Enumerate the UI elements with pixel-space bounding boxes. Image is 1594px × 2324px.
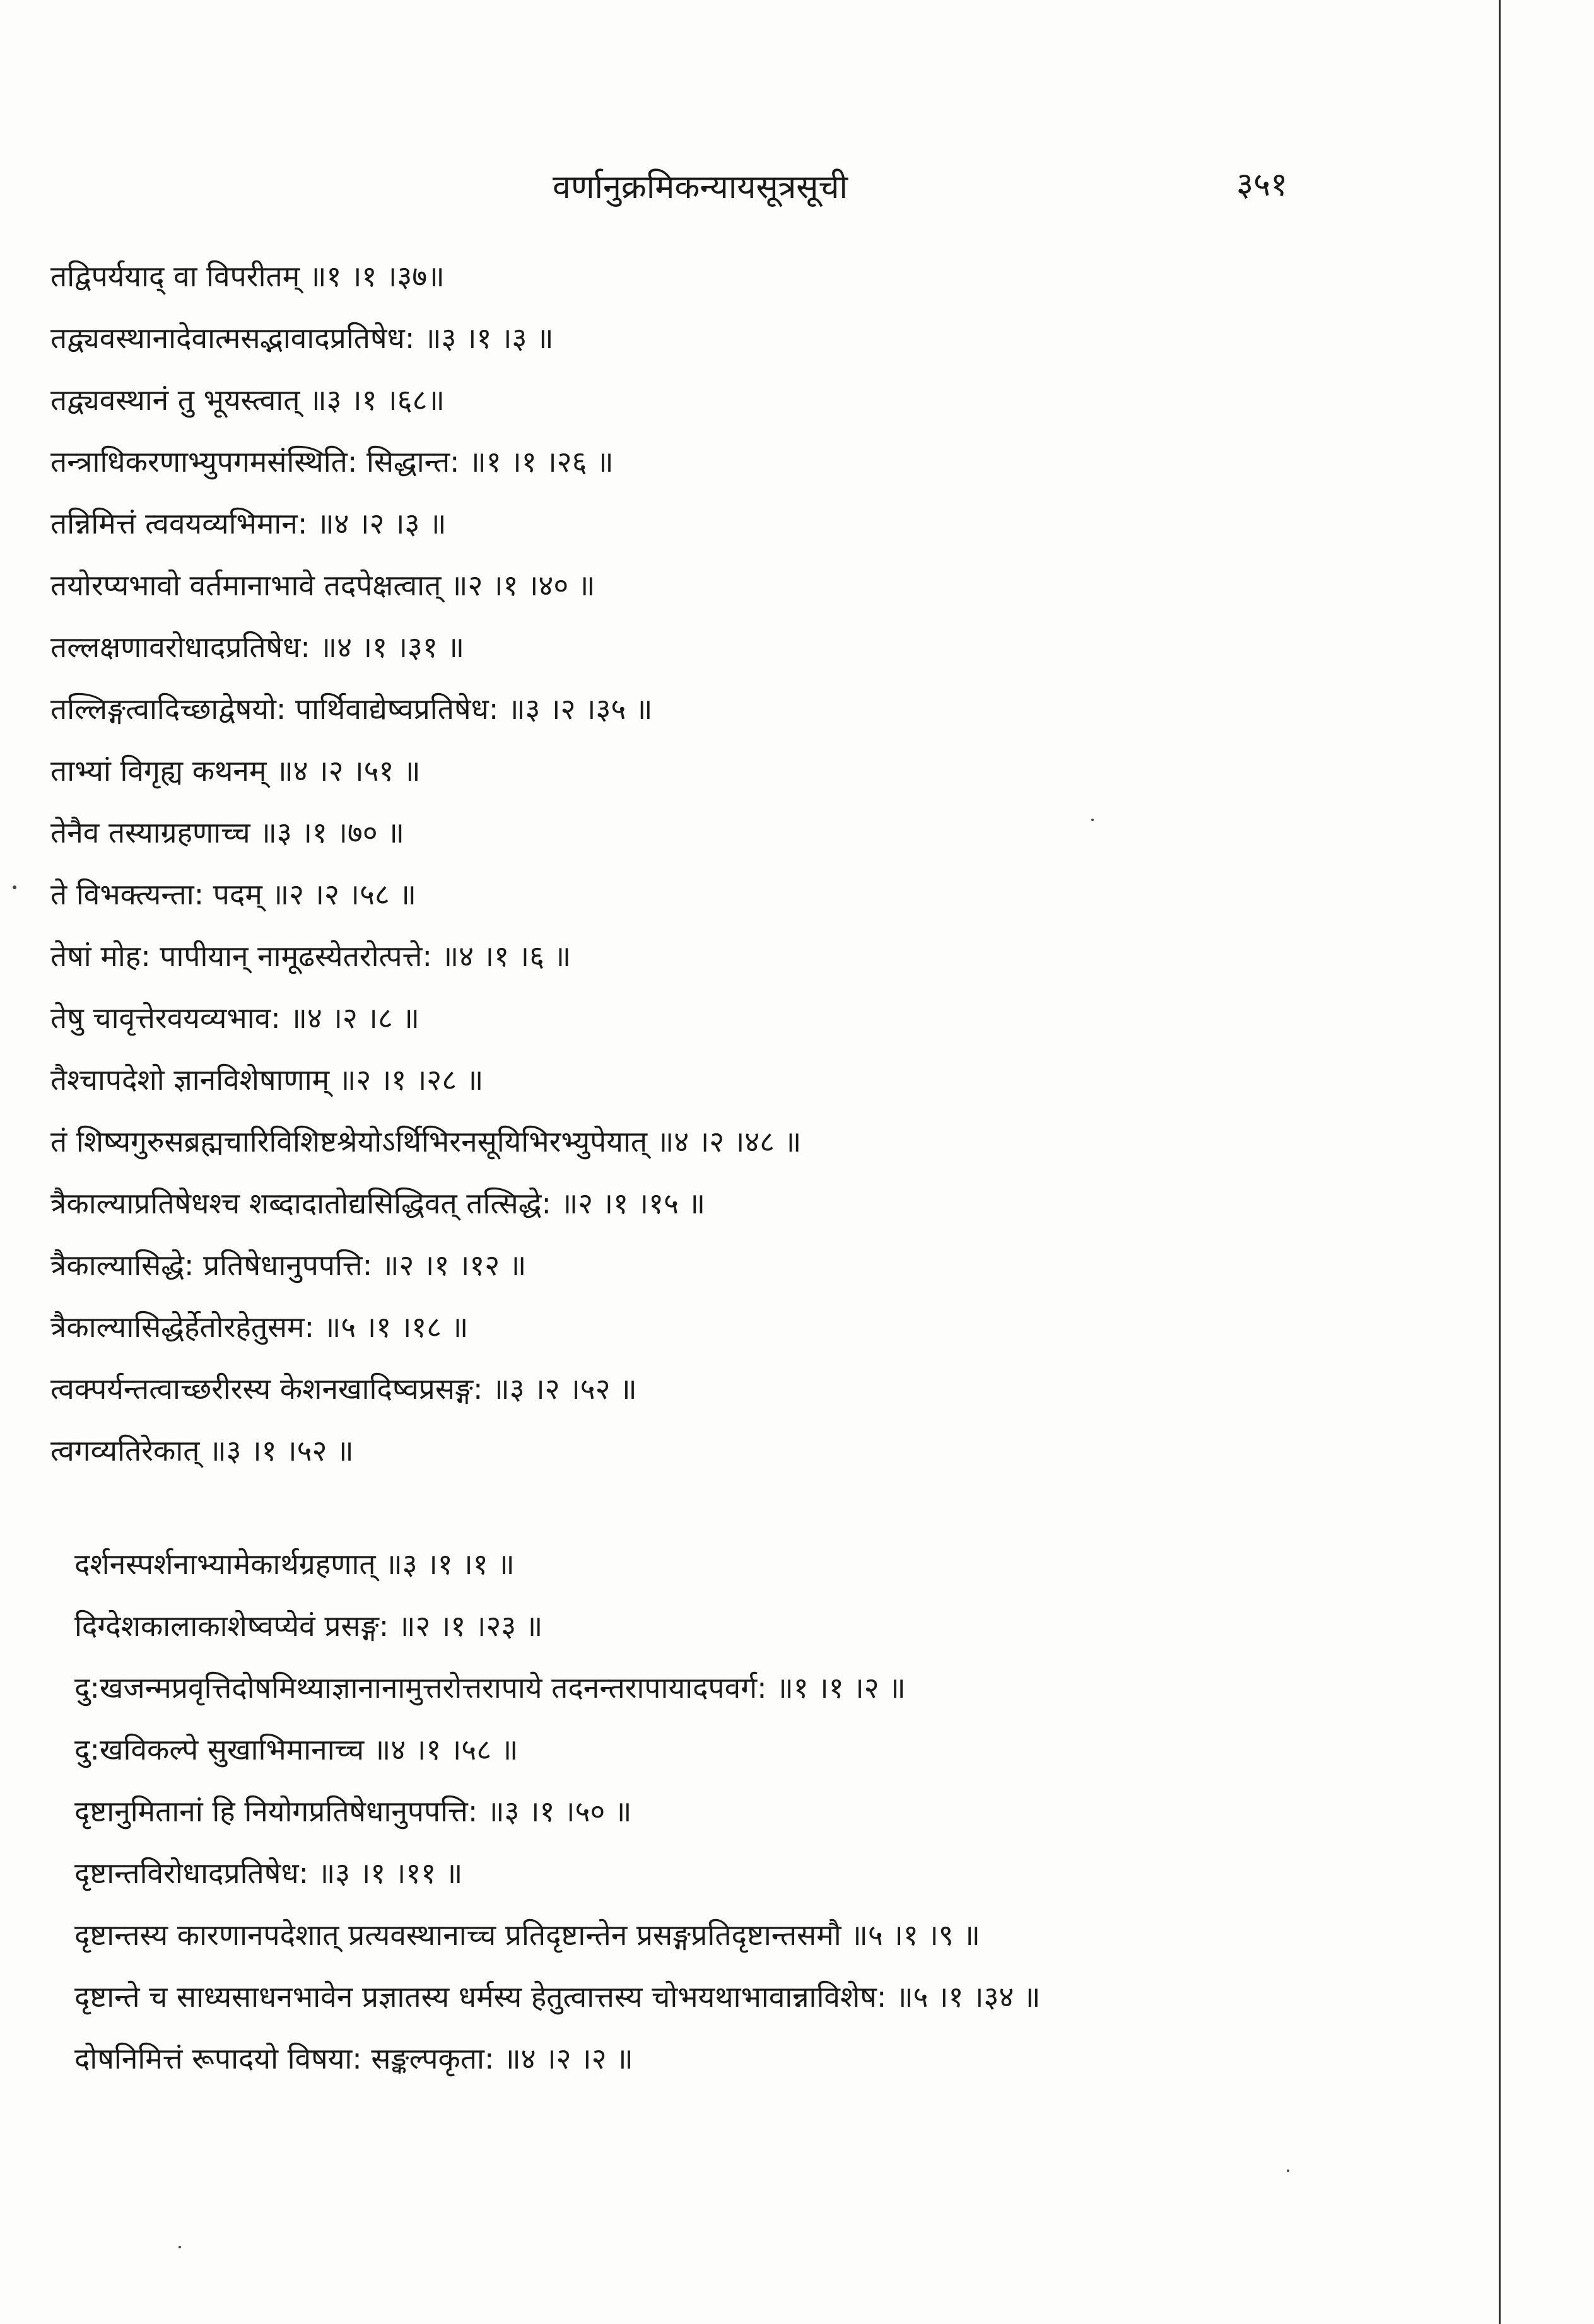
page-number: ३५१ xyxy=(1236,166,1288,204)
sutra-entry: दु:खजन्मप्रवृत्तिदोषमिथ्याज्ञानानामुत्तरोत्तरापाये तदनन्तरापायादपवर्ग: ॥१ ।१ ।२ ॥ xyxy=(74,1671,906,1705)
sutra-entry: दु:खविकल्पे सुखाभिमानाच्च ॥४ ।१ ।५८ ॥ xyxy=(74,1732,519,1766)
sutra-entry: ताभ्यां विगृह्य कथनम् ॥४ ।२ ।५१ ॥ xyxy=(50,754,421,788)
scan-speck xyxy=(1287,2169,1289,2172)
sutra-entry: तद्व्यवस्थानादेवात्मसद्भावादप्रतिषेध: ॥३ ।१ ।३ ॥ xyxy=(50,321,554,355)
sutra-entry: तेषां मोह: पापीयान् नामूढस्येतरोत्पत्ते: ॥४ ।१ ।६ ॥ xyxy=(50,939,571,973)
sutra-entry: त्रैकाल्याप्रतिषेधश्च शब्दादातोद्यसिद्धिवत् तत्सिद्धे: ॥२ ।१ ।१५ ॥ xyxy=(50,1186,706,1220)
sutra-entry: तं शिष्यगुरुसब्रह्मचारिविशिष्टश्रेयोऽर्थिभिरनसूयिभिरभ्युपेयात् ॥४ ।२ ।४८ ॥ xyxy=(50,1124,802,1159)
sutra-entry: दृष्टान्ते च साध्यसाधनभावेन प्रज्ञातस्य धर्मस्य हेतुत्वात्तस्य चोभयथाभावान्नाविशेष: ॥५ ।१ ।३४ ॥ xyxy=(74,1980,1041,2014)
scan-speck xyxy=(1091,819,1094,821)
sutra-entry: दृष्टान्तविरोधादप्रतिषेध: ॥३ ।१ ।११ ॥ xyxy=(74,1856,463,1890)
scan-speck xyxy=(13,885,16,889)
sutra-entry: तल्लिङ्गत्वादिच्छाद्वेषयो: पार्थिवाद्येष्वप्रतिषेध: ॥३ ।२ ।३५ ॥ xyxy=(50,692,653,726)
sutra-entry: त्रैकाल्यासिद्धे: प्रतिषेधानुपपत्ति: ॥२ ।१ ।१२ ॥ xyxy=(50,1248,527,1282)
sutra-entry: तल्लक्षणावरोधादप्रतिषेध: ॥४ ।१ ।३१ ॥ xyxy=(50,630,465,664)
sutra-entry: तयोरप्यभावो वर्तमानाभावे तदपेक्षत्वात् ॥२ ।१ ।४० ॥ xyxy=(50,568,595,602)
sutra-entry: तैश्चापदेशो ज्ञानविशेषाणाम् ॥२ ।१ ।२८ ॥ xyxy=(50,1063,484,1097)
running-header-title: वर्णानुक्रमिकन्यायसूत्रसूची xyxy=(553,168,848,206)
sutra-entry: तेषु चावृत्तेरवयव्यभाव: ॥४ ।२ ।८ ॥ xyxy=(50,1001,419,1035)
sutra-entry: दोषनिमित्तं रूपादयो विषया: सङ्कल्पकृता: ॥४ ।२ ।२ ॥ xyxy=(74,2041,633,2076)
sutra-entry: त्वगव्यतिरेकात् ॥३ ।१ ।५२ ॥ xyxy=(50,1434,354,1468)
sutra-entry: तेनैव तस्याग्रहणाच्च ॥३ ।१ ।७० ॥ xyxy=(50,815,404,850)
sutra-entry: तद्विपर्ययाद् वा विपरीतम् ॥१ ।१ ।३७॥ xyxy=(50,259,445,293)
sutra-entry: दृष्टान्तस्य कारणानपदेशात् प्रत्यवस्थानाच्च प्रतिदृष्टान्तेन प्रसङ्गप्रतिदृष्टान्तसमौ ॥५ ।१ ।९ ॥ xyxy=(74,1918,980,1952)
sutra-entry: ते विभक्त्यन्ता: पदम् ॥२ ।२ ।५८ ॥ xyxy=(50,877,416,911)
sutra-entry: तन्निमित्तं त्ववयव्यभिमान: ॥४ ।२ ।३ ॥ xyxy=(50,506,447,540)
sutra-entry: त्वक्पर्यन्तत्वाच्छरीरस्य केशनखादिष्वप्रसङ्ग: ॥३ ।२ ।५२ ॥ xyxy=(50,1372,637,1406)
sutra-entry: तद्व्यवस्थानं तु भूयस्त्वात् ॥३ ।१ ।६८॥ xyxy=(50,383,445,417)
sutra-entry: दर्शनस्पर्शनाभ्यामेकार्थग्रहणात् ॥३ ।१ ।१ ॥ xyxy=(74,1547,515,1581)
sutra-entry: दिग्देशकालाकाशेष्वप्येवं प्रसङ्ग: ॥२ ।१ ।२३ ॥ xyxy=(74,1609,543,1643)
margin-rule xyxy=(1499,0,1501,2324)
scan-speck xyxy=(179,2246,181,2248)
sutra-entry: तन्त्राधिकरणाभ्युपगमसंस्थिति: सिद्धान्त: ॥१ ।१ ।२६ ॥ xyxy=(50,445,614,479)
sutra-entry: दृष्टानुमितानां हि नियोगप्रतिषेधानुपपत्ति: ॥३ ।१ ।५० ॥ xyxy=(74,1794,632,1828)
sutra-entry: त्रैकाल्यासिद्धेर्हेतोरहेतुसम: ॥५ ।१ ।१८ ॥ xyxy=(50,1310,469,1344)
